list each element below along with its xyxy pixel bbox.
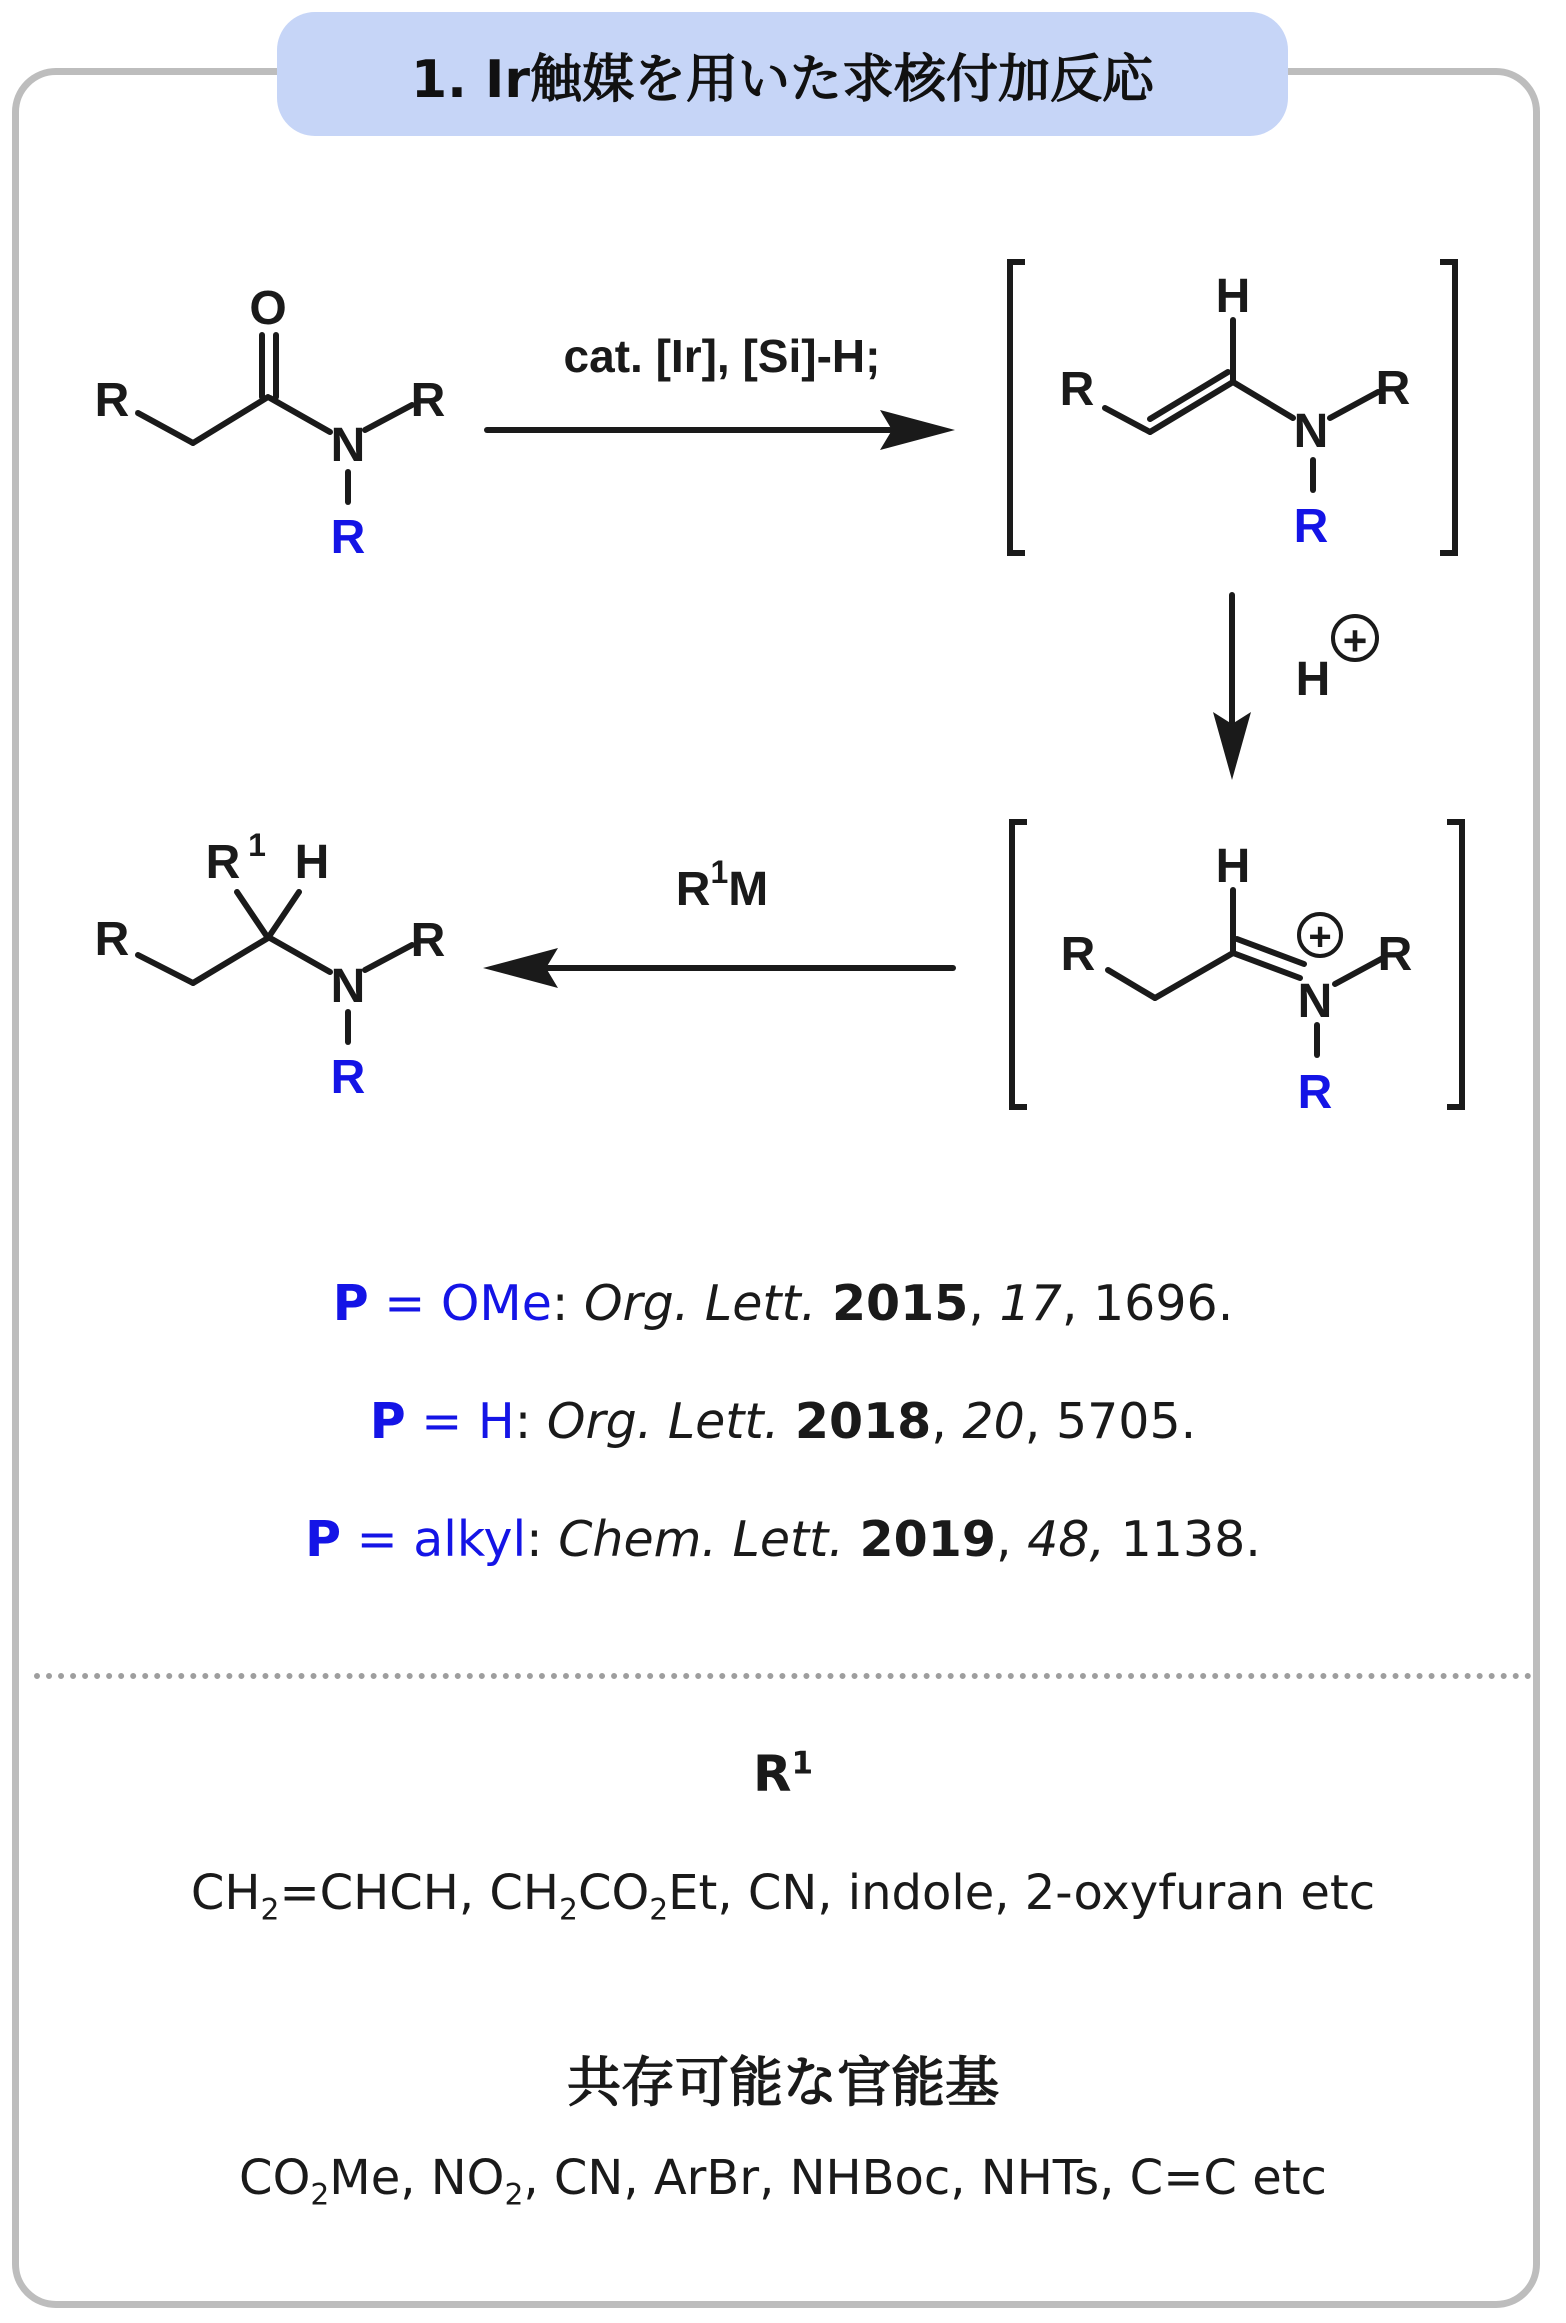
subscript: 2	[310, 2177, 330, 2213]
year: 2019	[859, 1511, 996, 1568]
sep: ,	[1061, 1275, 1093, 1332]
colon: :	[526, 1511, 559, 1568]
sep: ,	[931, 1393, 963, 1450]
step3-reagent	[676, 854, 768, 916]
atom-n: N	[330, 960, 366, 1013]
atom-r: R	[1375, 362, 1411, 415]
atom-r-blue: R	[330, 511, 366, 564]
journal: Org. Lett.	[546, 1393, 780, 1450]
text-part: =CHCH, CH	[279, 1865, 559, 1921]
r1-list	[0, 1865, 1566, 1928]
reference-line	[0, 1275, 1566, 1332]
sep: ,	[968, 1275, 1000, 1332]
atom-r: R	[410, 914, 446, 967]
atom-r1: R	[205, 836, 241, 889]
reagent-h: H	[1295, 653, 1331, 706]
atom-h: H	[294, 836, 330, 889]
volume: 17	[999, 1275, 1062, 1332]
r1-heading-r: R	[752, 1745, 792, 1803]
text-part: CH	[190, 1865, 261, 1921]
p-value: H	[477, 1393, 515, 1450]
year: 2018	[794, 1393, 932, 1450]
atom-r-blue: R	[330, 1051, 366, 1104]
volume: 48,	[1027, 1511, 1106, 1568]
bond	[138, 413, 193, 443]
subscript: 2	[559, 1892, 578, 1928]
atom-r: R	[1377, 928, 1413, 981]
sep: ,	[1024, 1393, 1056, 1450]
bond	[268, 892, 299, 938]
volume: 20	[962, 1393, 1025, 1450]
text-part: Et, CN, indole, 2-oxyfuran etc	[668, 1865, 1376, 1921]
bond	[193, 397, 268, 443]
p-label: P	[305, 1511, 342, 1568]
title-text: 1. Ir触媒を用いた求核付加反応	[410, 49, 1155, 110]
bond	[270, 938, 330, 972]
functional-groups-heading: 共存可能な官能基	[567, 2051, 999, 2114]
bond	[138, 955, 193, 983]
bond	[1330, 392, 1378, 418]
sep: ,	[995, 1511, 1028, 1568]
page: 1696.	[1093, 1275, 1234, 1332]
plus-sign: +	[1342, 617, 1368, 664]
atom-h: H	[1215, 270, 1251, 323]
dotted-divider	[34, 1673, 1532, 1679]
atom-r1-superscript: 1	[248, 827, 266, 863]
bracket-left	[1010, 262, 1025, 553]
atom-r-blue: R	[1297, 1066, 1333, 1119]
step3-reagent-r: R	[675, 863, 711, 916]
bond	[365, 405, 412, 430]
step3-reagent-sup: 1	[710, 854, 729, 890]
atom-n: N	[1293, 405, 1329, 458]
bond	[1155, 953, 1233, 998]
page: 1138.	[1120, 1511, 1261, 1568]
plus-sign: +	[1308, 915, 1332, 959]
p-value: alkyl	[413, 1511, 527, 1568]
atom-r: R	[1060, 928, 1096, 981]
journal: Chem. Lett.	[558, 1511, 844, 1568]
journal: Org. Lett.	[583, 1275, 817, 1332]
atom-h: H	[1215, 840, 1251, 893]
atom-r-blue: R	[1293, 500, 1329, 553]
functional-groups-list	[0, 2150, 1566, 2213]
page: 5705.	[1055, 1393, 1197, 1450]
text-part: Me, NO	[329, 2150, 505, 2206]
year: 2015	[831, 1275, 969, 1332]
atom-r: R	[410, 374, 446, 427]
colon: :	[514, 1393, 547, 1450]
text-part: , CN, ArBr, NHBoc, NHTs, C=C etc	[523, 2150, 1327, 2206]
p-eq: =	[368, 1275, 441, 1332]
p-label: P	[332, 1275, 369, 1332]
bond	[365, 945, 412, 970]
bond	[1150, 382, 1233, 432]
bond	[237, 892, 268, 938]
bond	[1335, 958, 1383, 984]
p-label: P	[369, 1393, 406, 1450]
r1-heading-sup: 1	[791, 1745, 814, 1782]
sep	[1105, 1511, 1121, 1568]
step1-reagents: cat. [Ir], [Si]-H;	[563, 330, 881, 382]
bond	[270, 398, 330, 432]
subscript: 2	[649, 1892, 669, 1928]
atom-r: R	[94, 913, 130, 966]
colon: :	[551, 1275, 584, 1332]
atom-r: R	[94, 374, 130, 427]
bond	[193, 938, 268, 983]
subscript: 2	[504, 2177, 524, 2213]
atom-r: R	[1059, 363, 1095, 416]
bracket-left	[1012, 822, 1027, 1107]
step3-reagent-m: M	[728, 863, 769, 916]
text-part: CO	[577, 1865, 650, 1921]
reference-line	[0, 1511, 1566, 1568]
atom-n: N	[1297, 975, 1333, 1028]
bracket-right	[1440, 262, 1455, 553]
text-part: CO	[239, 2150, 311, 2206]
r1-heading	[0, 1745, 1566, 1803]
atom-n: N	[330, 419, 366, 472]
p-eq: =	[405, 1393, 478, 1450]
bond	[1105, 408, 1150, 432]
bond	[1233, 382, 1293, 418]
subscript: 2	[260, 1892, 280, 1928]
atom-o: O	[249, 282, 287, 335]
reference-line	[0, 1393, 1566, 1450]
bracket-right	[1447, 822, 1462, 1107]
p-value: OMe	[440, 1275, 552, 1332]
bond	[1108, 970, 1155, 998]
p-eq: =	[341, 1511, 414, 1568]
